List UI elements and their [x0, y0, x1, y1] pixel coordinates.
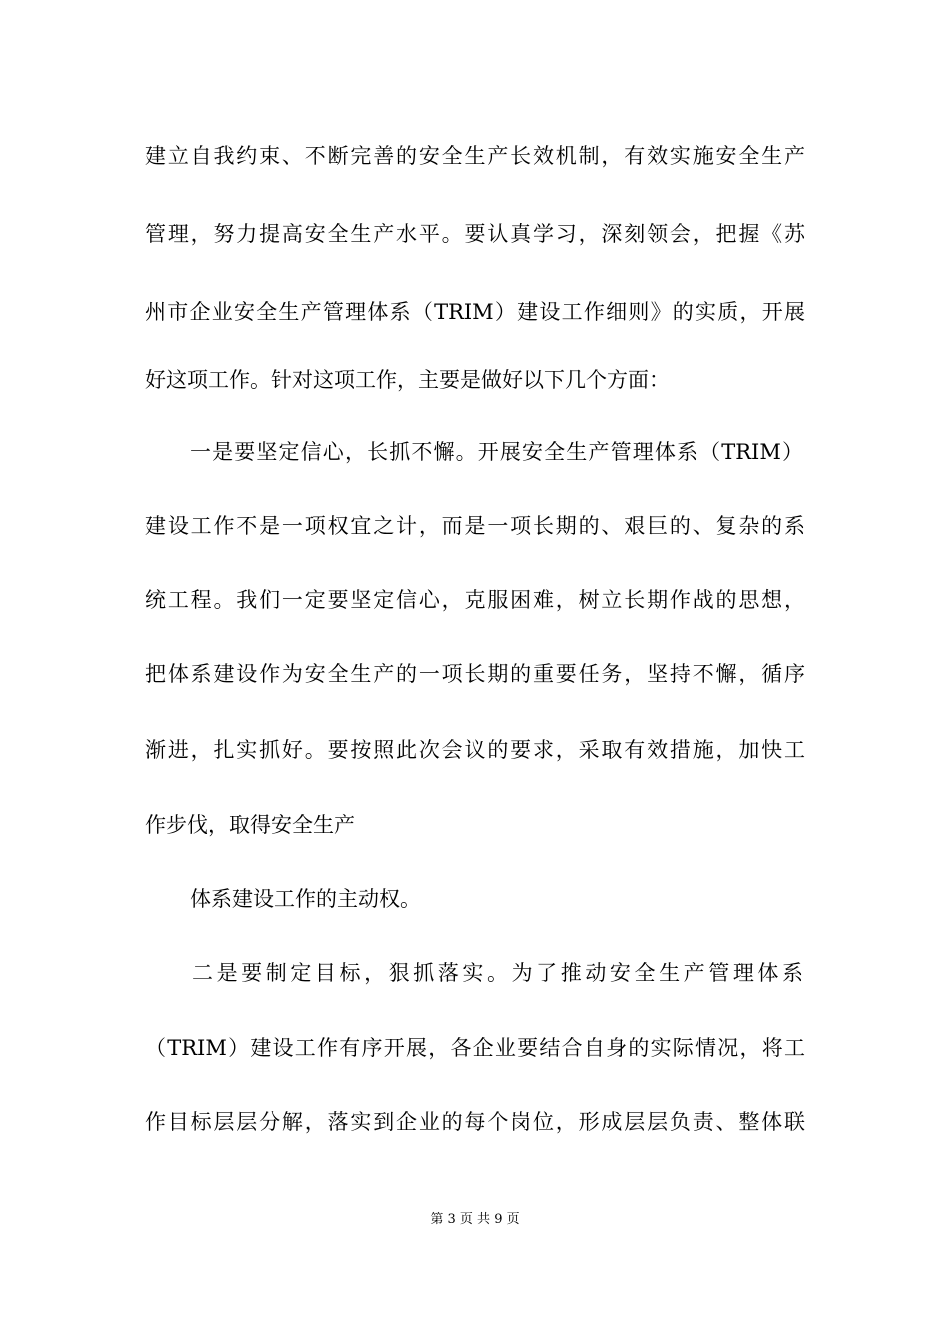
body-line: 把体系建设作为安全生产的一项长期的重要任务，坚持不懈，循序 [145, 662, 805, 686]
body-line: 建立自我约束、不断完善的安全生产长效机制，有效实施安全生产 [145, 144, 805, 168]
body-line: 作步伐，取得安全生产 [145, 813, 355, 837]
body-line: 渐进，扎实抓好。要按照此次会议的要求，采取有效措施，加快工 [145, 738, 805, 762]
paragraph-start-line: 二是要制定目标，狠抓落实。为了推动安全生产管理体系 [192, 961, 803, 985]
body-line: 好这项工作。针对这项工作，主要是做好以下几个方面： [145, 368, 670, 392]
body-line: 作目标层层分解，落实到企业的每个岗位，形成层层负责、整体联 [145, 1110, 805, 1134]
body-line: 建设工作不是一项权宜之计，而是一项长期的、艰巨的、复杂的系 [145, 514, 805, 538]
body-line: 州市企业安全生产管理体系（TRIM）建设工作细则》的实质，开展 [145, 300, 805, 324]
paragraph-line: 体系建设工作的主动权。 [190, 887, 421, 911]
body-line: 管理，努力提高安全生产水平。要认真学习，深刻领会，把握《苏 [145, 222, 805, 246]
page-number-footer: 第 3 页 共 9 页 [430, 1212, 520, 1227]
body-line: （TRIM）建设工作有序开展，各企业要结合自身的实际情况，将工 [145, 1036, 805, 1060]
body-line: 统工程。我们一定要坚定信心，克服困难，树立长期作战的思想， [145, 588, 805, 612]
paragraph-start-line: 一是要坚定信心，长抓不懈。开展安全生产管理体系（TRIM） [190, 440, 803, 464]
